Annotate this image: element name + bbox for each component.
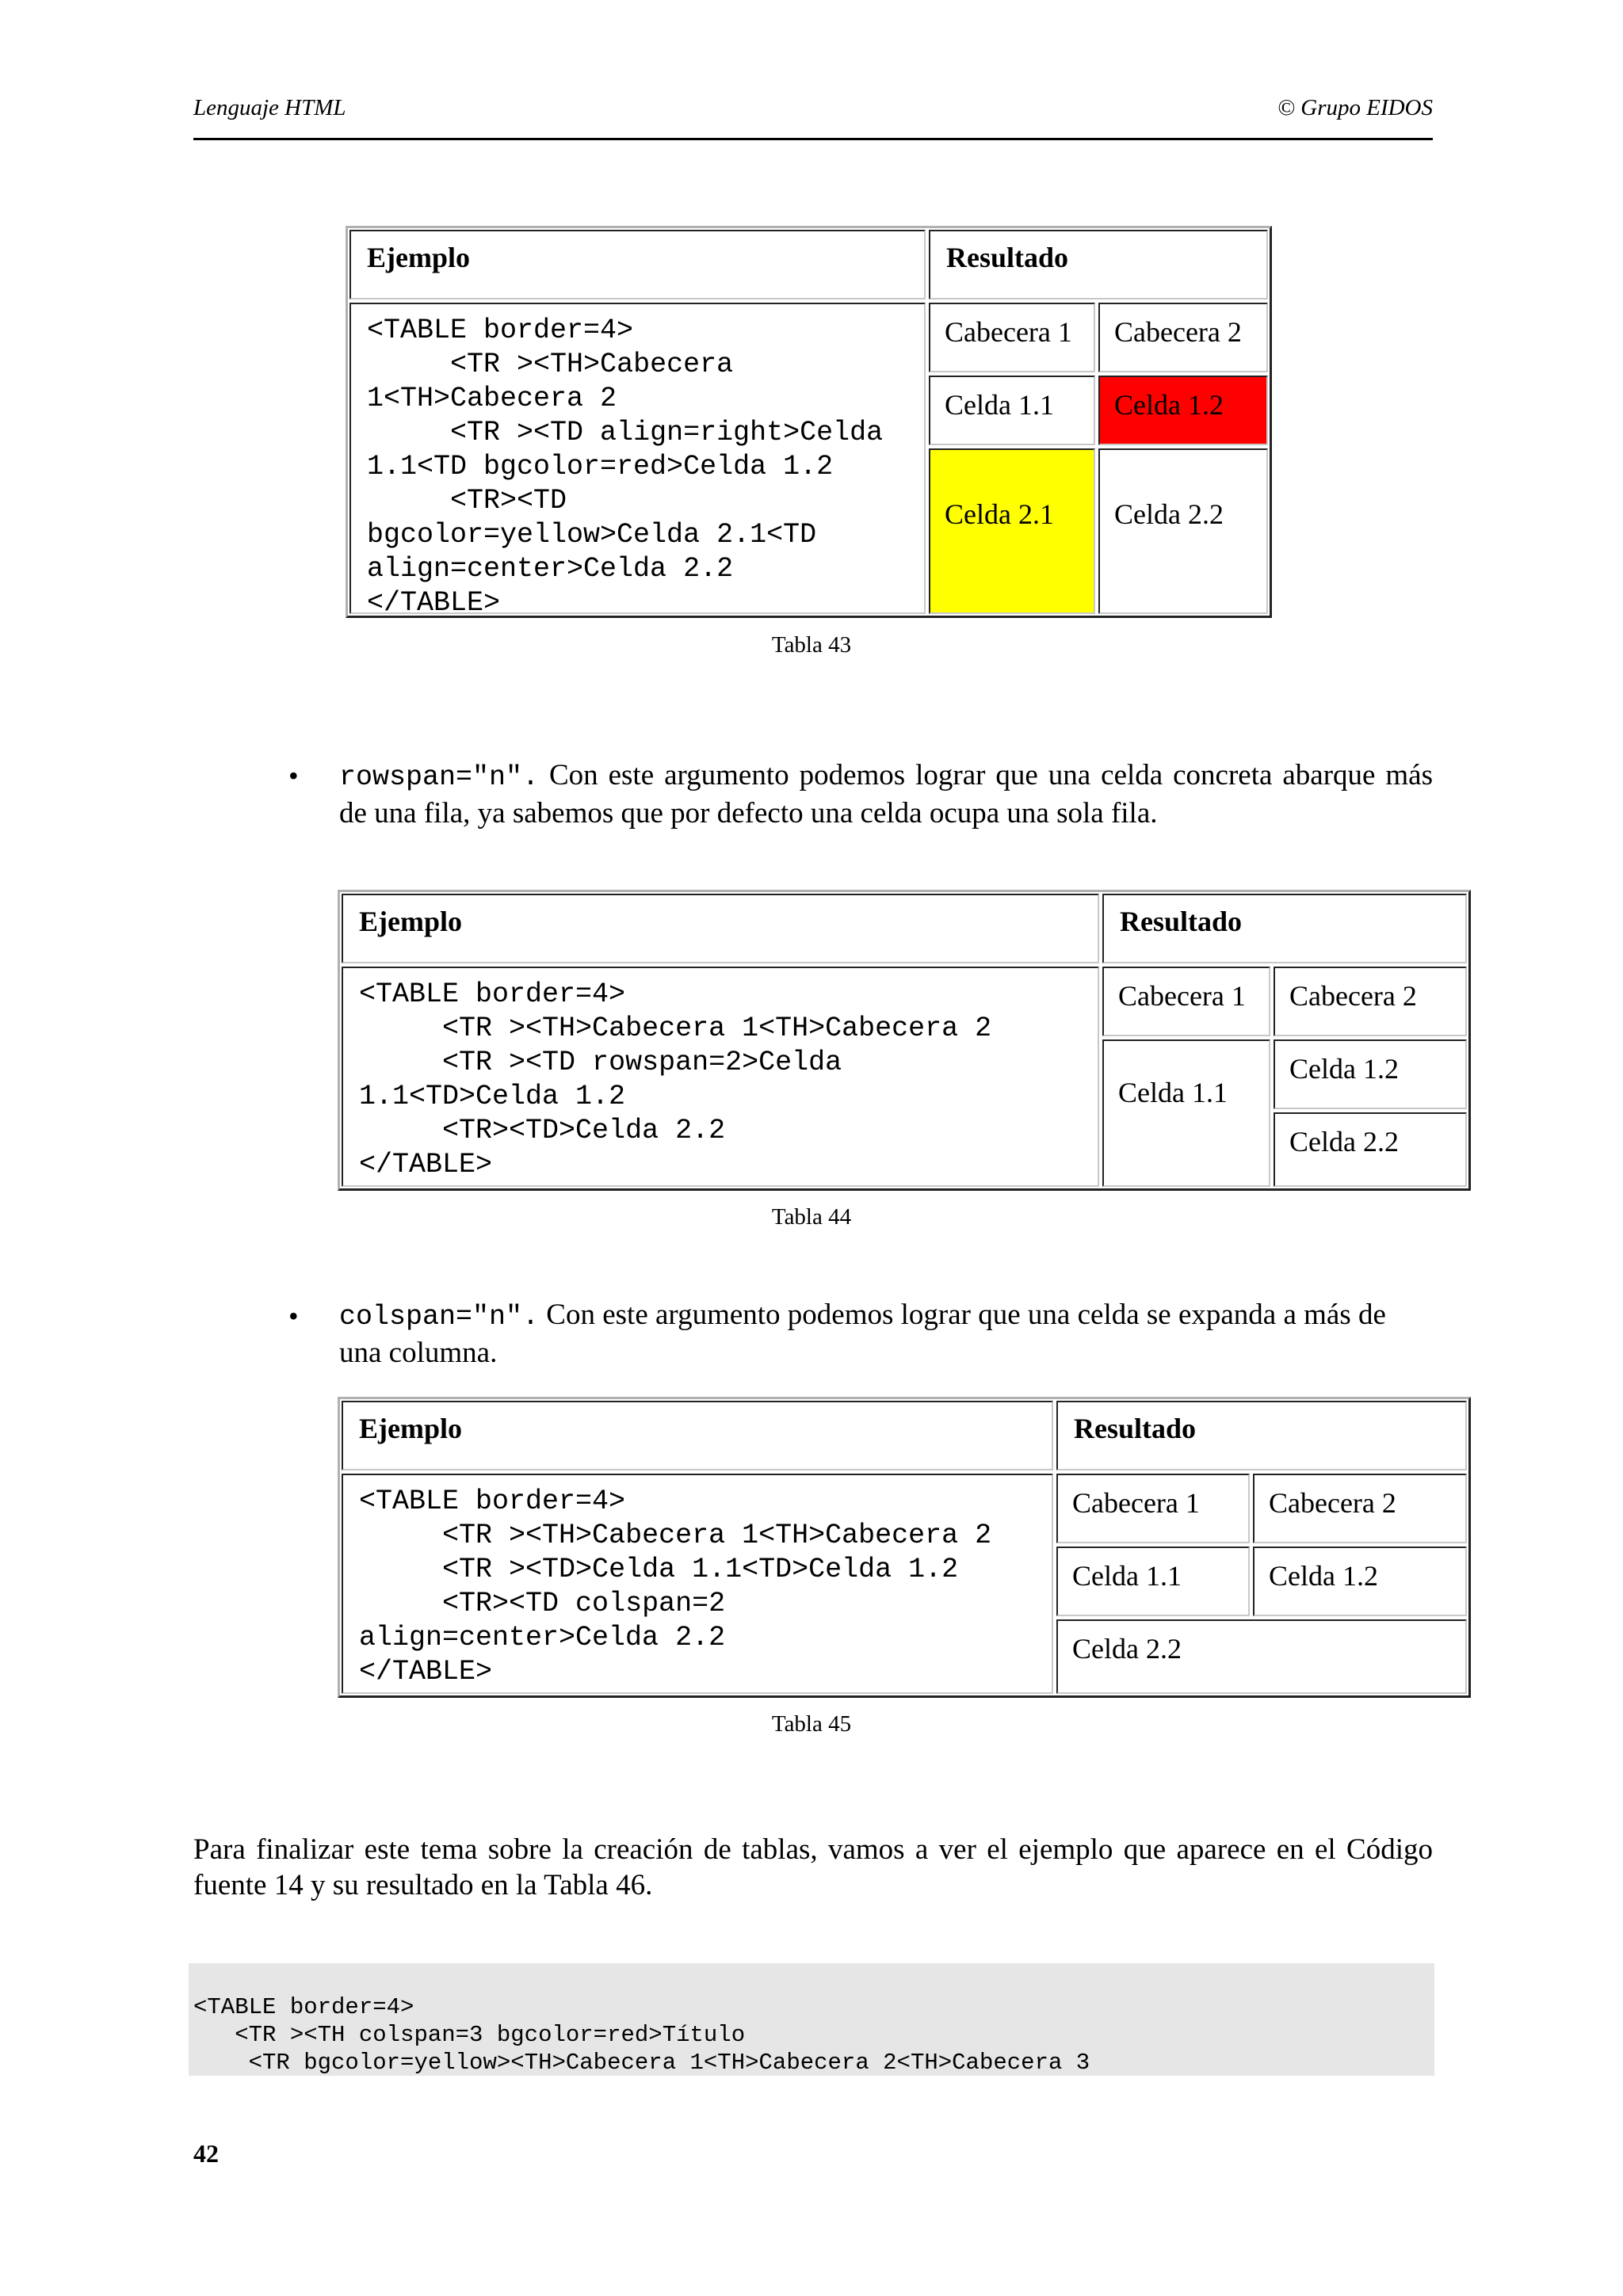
header-rule (193, 138, 1433, 140)
tabla-44 (338, 890, 1471, 1191)
resultado-header: Resultado (1056, 1401, 1467, 1470)
caption-tabla-44: Tabla 44 (771, 1204, 852, 1230)
rendered-result (1055, 1472, 1468, 1695)
result-td-celda-2-1-yellow: Celda 2.1 (929, 448, 1095, 614)
rendered-result (927, 301, 1270, 616)
result-th-cabecera-2: Cabecera 2 (1253, 1474, 1467, 1543)
result-td-celda-1-2: Celda 1.2 (1274, 1039, 1467, 1109)
code-listing: <TABLE border=4> <TR ><TH colspan=3 bgcolor=red>Título <TR bgcolor=yellow><TH>Cabecera 1<TH>Cabecera 2<TH>Cabecera 3 (193, 1994, 1090, 2076)
result-th-cabecera-2: Cabecera 2 (1274, 967, 1467, 1036)
running-header-publisher: © Grupo EIDOS (1277, 95, 1433, 120)
result-td-celda-1-1-rowspan: Celda 1.1 (1102, 1039, 1270, 1187)
result-td-celda-2-2-colspan: Celda 2.2 (1056, 1619, 1467, 1694)
bullet-dot: • (288, 1300, 299, 1332)
rendered-result (1101, 965, 1468, 1188)
example-code: <TABLE border=4> <TR ><TH>Cabecera 1<TH>Cabecera 2 <TR ><TD>Celda 1.1<TD>Celda 1.2 <TR><TD colspan=2 align=center>Celda 2.2 </TABLE> (342, 1474, 1053, 1694)
result-td-celda-1-1: Celda 1.1 (1056, 1547, 1250, 1616)
result-td-celda-1-2-red: Celda 1.2 (1098, 376, 1268, 445)
result-td-celda-2-2: Celda 2.2 (1098, 448, 1268, 614)
tabla-45 (338, 1397, 1471, 1698)
example-code: <TABLE border=4> <TR ><TH>Cabecera 1<TH>Cabecera 2 <TR ><TD rowspan=2>Celda 1.1<TD>Celda 1.2 <TR><TD>Celda 2.2 </TABLE> (342, 967, 1099, 1187)
resultado-header: Resultado (1102, 894, 1467, 963)
bullet-dot: • (288, 760, 299, 791)
result-td-celda-1-2: Celda 1.2 (1253, 1547, 1467, 1616)
closing-paragraph: Para finalizar este tema sobre la creación de tablas, vamos a ver el ejemplo que aparece en el Código fuente 14 y su resultado en la Tabla 46. (193, 1833, 1433, 1901)
rowspan-code: rowspan="n". (339, 761, 540, 793)
code-listing-box (189, 1963, 1434, 2076)
result-th-cabecera-1: Cabecera 1 (1102, 967, 1270, 1036)
rowspan-description: Con este argumento podemos lograr que una celda concreta abarque más de una fila, ya sabemos que por defecto una celda ocupa una sola fila. (339, 759, 1433, 830)
ejemplo-header: Ejemplo (342, 1401, 1053, 1470)
caption-tabla-45: Tabla 45 (771, 1711, 852, 1737)
result-th-cabecera-1: Cabecera 1 (929, 303, 1095, 372)
result-th-cabecera-2: Cabecera 2 (1098, 303, 1268, 372)
tabla-43 (346, 226, 1272, 618)
bullet-rowspan-text (339, 757, 1433, 831)
caption-tabla-43: Tabla 43 (771, 632, 852, 658)
page-number: 42 (193, 2139, 219, 2168)
running-header-title: Lenguaje HTML (193, 95, 346, 120)
ejemplo-header: Ejemplo (349, 230, 926, 299)
result-td-celda-1-1: Celda 1.1 (929, 376, 1095, 445)
colspan-description: Con este argumento podemos lograr que una celda se expanda a más de una columna. (339, 1299, 1386, 1369)
colspan-code: colspan="n". (339, 1301, 540, 1333)
resultado-header: Resultado (929, 230, 1268, 299)
ejemplo-header: Ejemplo (342, 894, 1099, 963)
result-td-celda-2-2: Celda 2.2 (1274, 1112, 1467, 1187)
result-th-cabecera-1: Cabecera 1 (1056, 1474, 1250, 1543)
bullet-colspan-text (339, 1297, 1433, 1371)
example-code: <TABLE border=4> <TR ><TH>Cabecera 1<TH>Cabecera 2 <TR ><TD align=right>Celda 1.1<TD bgcolor=red>Celda 1.2 <TR><TD bgcolor=yellow>Celda 2.1<TD align=center>Celda 2.2 </TABLE> (349, 303, 926, 614)
